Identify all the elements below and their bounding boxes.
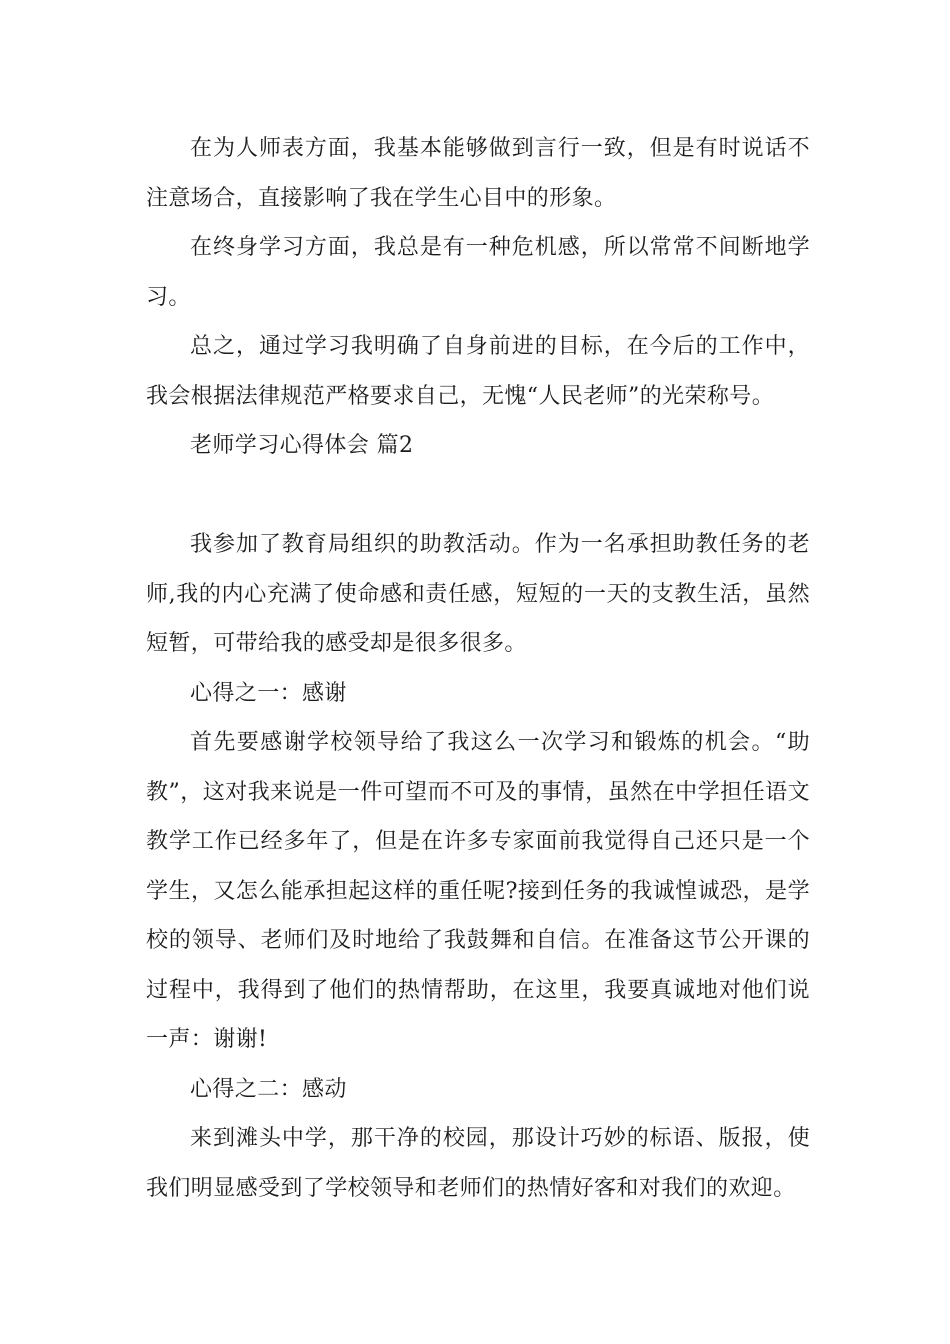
paragraph: 总之，通过学习我明确了自身前进的目标，在今后的工作中，我会根据法律规范严格要求自己，无愧“人民老师”的光荣称号。 [146, 334, 810, 409]
blank-line [146, 471, 810, 521]
paragraph: 我参加了教育局组织的助教活动。作为一名承担助教任务的老师,我的内心充满了使命感和责任感，短短的一天的支教生活，虽然短暂，可带给我的感受却是很多很多。 [146, 532, 810, 656]
paragraph: 在为人师表方面，我基本能够做到言行一致，但是有时说话不注意场合，直接影响了我在学生心目中的形象。 [146, 136, 810, 211]
subheading: 心得之一：感谢 [190, 680, 347, 706]
section-title: 老师学习心得体会 篇2 [190, 433, 414, 458]
paragraph: 首先要感谢学校领导给了我这么一次学习和锻炼的机会。“助教”，这对我来说是一件可望而不可及的事情，虽然在中学担任语文教学工作已经多年了，但是在许多专家面前我觉得自己还只是一个学生，又怎么能承担起这样的重任呢?接到任务的我诚惶诚恐，是学校的领导、老师们及时地给了我鼓舞和自信。在准备这节公开课的过程中，我得到了他们的热情帮助，在这里，我要真诚地对他们说一声：谢谢! [146, 730, 810, 1052]
document-body [146, 124, 810, 1213]
paragraph: 在终身学习方面，我总是有一种危机感，所以常常不间断地学习。 [146, 235, 810, 310]
paragraph: 来到滩头中学，那干净的校园，那设计巧妙的标语、版报，使我们明显感受到了学校领导和老师们的热情好客和对我们的欢迎。 [146, 1126, 810, 1201]
subheading: 心得之二：感动 [190, 1076, 347, 1102]
